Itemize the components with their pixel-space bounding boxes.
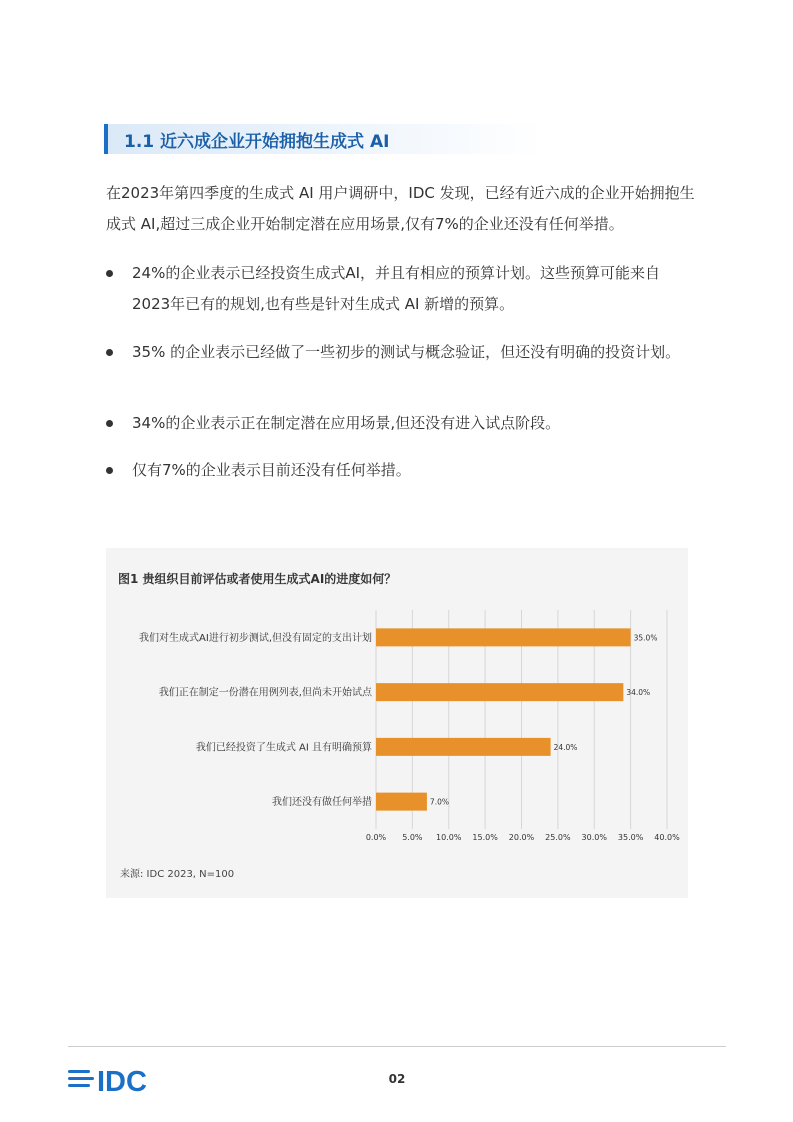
bullet-item: [106, 337, 696, 368]
x-tick-label: 35.0%: [617, 833, 644, 842]
page-number: 02: [388, 1072, 406, 1086]
category-label: 我们还没有做任何举措: [272, 797, 372, 809]
intro-paragraph: 在2023年第四季度的生成式 AI 用户调研中，IDC 发现，已经有近六成的企业开始拥抱生成式 AI,超过三成企业开始制定潜在应用场景,仅有7%的企业还没有任何举措。: [106, 184, 695, 233]
bullet-text: 24%的企业表示已经投资生成式AI，并且有相应的预算计划。这些预算可能来自2023年已有的规划,也有些是针对生成式 AI 新增的预算。: [132, 264, 661, 313]
data-label: 7.0%: [429, 797, 449, 807]
figure-title: 图1 贵组织目前评估或者使用生成式AI的进度如何？: [118, 572, 397, 586]
category-label: 我们正在制定一份潜在用例列表,但尚未开始试点: [158, 687, 372, 699]
bar: [376, 683, 623, 701]
bar: [376, 738, 551, 756]
bullet-dot: [106, 467, 113, 474]
x-tick-label: 40.0%: [654, 833, 680, 842]
data-label: 24.0%: [553, 742, 578, 752]
category-label: 我们已经投资了生成式 AI 且有明确预算: [195, 742, 372, 754]
bullet-item: [106, 455, 696, 486]
bullet-dot: [106, 349, 113, 356]
bullet-text: 仅有7%的企业表示目前还没有任何举措。: [132, 461, 411, 479]
bullet-text: 35% 的企业表示已经做了一些初步的测试与概念验证，但还没有明确的投资计划。: [132, 343, 681, 361]
bullet-text: 34%的企业表示正在制定潜在应用场景,但还没有进入试点阶段。: [132, 414, 561, 432]
figure-source: 来源: IDC 2023, N=100: [120, 869, 235, 880]
svg-text:IDC: IDC: [97, 1066, 147, 1096]
x-tick-label: 30.0%: [581, 833, 607, 842]
bar: [376, 628, 631, 646]
x-tick-label: 15.0%: [472, 833, 498, 842]
bullet-dot: [106, 270, 113, 277]
bar-chart: [106, 548, 688, 858]
x-tick-label: 20.0%: [508, 833, 535, 842]
x-tick-label: 25.0%: [545, 833, 571, 842]
category-label: 我们对生成式AI进行初步测试,但没有固定的支出计划: [139, 632, 372, 644]
bar: [376, 793, 427, 811]
bullet-dot: [106, 420, 113, 427]
data-label: 35.0%: [633, 633, 658, 643]
figure-panel: [106, 548, 688, 898]
footer-divider: [68, 1046, 726, 1047]
bullet-item: [106, 408, 696, 439]
section-heading: [104, 124, 544, 154]
x-tick-label: 5.0%: [402, 833, 423, 842]
bullet-item: [106, 258, 696, 320]
data-label: 34.0%: [626, 688, 651, 698]
idc-logo: [68, 1062, 168, 1096]
x-tick-label: 10.0%: [436, 833, 462, 842]
x-tick-label: 0.0%: [365, 833, 387, 842]
section-heading-text: 1.1 近六成企业开始拥抱生成式 AI: [124, 131, 390, 152]
